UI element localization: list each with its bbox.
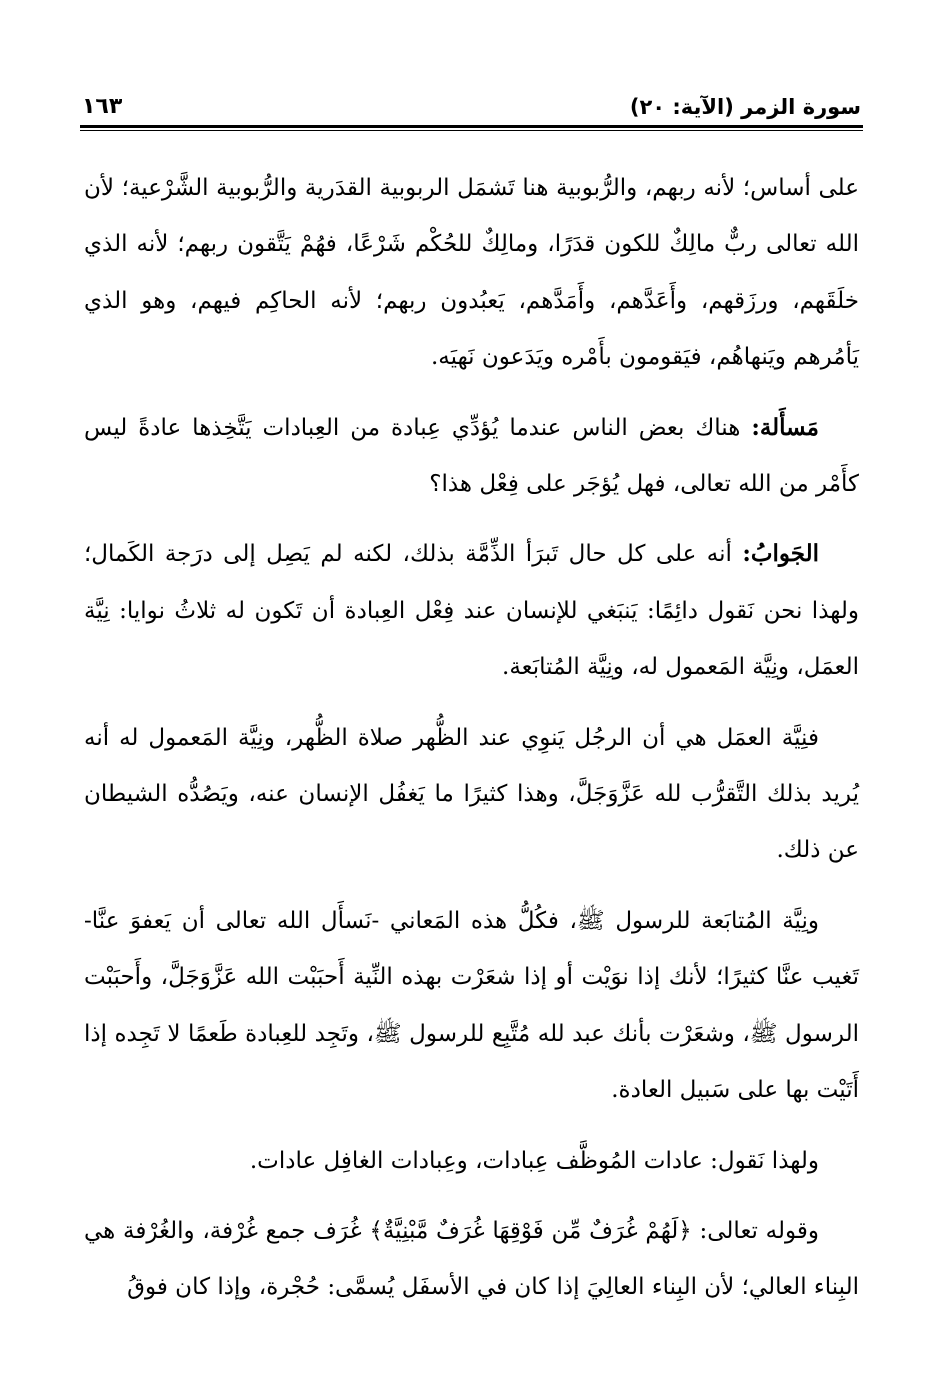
paragraph-5: ونِيَّة المُتابَعة للرسول ﷺ، فكُلُّ هذه المَعاني -نَسأَل الله تعالى أن يَعفوَ عنَّا- تَغيب عنَّا كثيرًا؛ لأنك إذا نوَيْت أو إذا شعَرْت بهذه النِّية أَحبَبْت الله عَزَّوَجَلَّ، وأَحبَبْت الرسول ﷺ، وشعَرْت بأنك عبد لله مُتَّبِع للرسول ﷺ، وتَجِد للعِبادة طَعمًا لا تَجِده إذا أَتَيْت بها على سَبيل العادة. — [84, 907, 859, 1104]
header-rule-thick — [80, 125, 863, 128]
page-number: ١٦٣ — [82, 94, 123, 119]
page-header — [82, 92, 861, 128]
header-rule-thin — [80, 130, 863, 131]
paragraph-1: على أساس؛ لأنه ربهم، والرُّبوبية هنا تَشمَل الربوبية القدَرية والرُّبوبية الشَّرْعية؛ لأن الله تعالى ربٌّ مالِكٌ للكون قدَرًا، ومالِكٌ للحُكْم شَرْعًا، فهُمْ يَتَّقون ربهم؛ لأنه الذي خلَقَهم، ورزَقهم، وأَعَدَّهم، وأَمَدَّهم، يَعبُدون ربهم؛ لأنه الحاكِم فيهم، وهو الذي يَأمُرهم ويَنهاهُم، فيَقومون بأَمْره ويَدَعون نَهيَه. — [84, 175, 859, 371]
answer-label: الجَوابُ: — [742, 540, 819, 568]
answer-paragraph — [84, 526, 859, 695]
paragraph-7: وقوله تعالى: ﴿لَهُمْ غُرَفٌ مِّن فَوْقِهَا غُرَفٌ مَّبْنِيَّةٌ﴾ غُرَف جمع غُرْفة، والغُرْفة هي البِناء العالي؛ لأن البِناء العالِيَ إذا كان في الأسفَل يُسمَّى: حُجْرة، وإذا كان فوقُ — [84, 1217, 859, 1301]
paragraph-4: فنِيَّة العمَل هي أن الرجُل يَنوِي عند الظُّهر صلاة الظُّهر، ونِيَّة المَعمول له أنه يُريد بذلك التَّقرُّب لله عَزَّوَجَلَّ، وهذا كثيرًا ما يَغفُل الإنسان عنه، ويَصُدُّه الشيطان عن ذلك. — [84, 724, 859, 864]
question-text: هناك بعض الناس عندما يُؤدِّي عِبادة من العِبادات يَتَّخِذها عادةً ليس كأَمْر من الله تعالى، فهل يُؤجَر على فِعْل هذا؟ — [84, 414, 859, 498]
answer-text: أنه على كل حال تَبرَأ الذِّمَّة بذلك، لكنه لم يَصِل إلى درَجة الكَمال؛ ولهذا نحن نَقول دائِمًا: يَنبَغي للإنسان عند فِعْل العِبادة أن تَكون له ثلاثُ نوايا: نِيَّة العمَل، ونِيَّة المَعمول له، ونِيَّة المُتابَعة. — [84, 541, 859, 681]
paragraph-6: ولهذا نَقول: عادات المُوظَّف عِبادات، وعِبادات الغافِل عادات. — [249, 1147, 819, 1174]
question-paragraph — [84, 400, 859, 513]
running-title: سورة الزمر (الآية: ٢٠) — [629, 95, 861, 119]
body-text — [84, 160, 859, 1330]
question-label: مَسأَلة: — [751, 413, 820, 441]
